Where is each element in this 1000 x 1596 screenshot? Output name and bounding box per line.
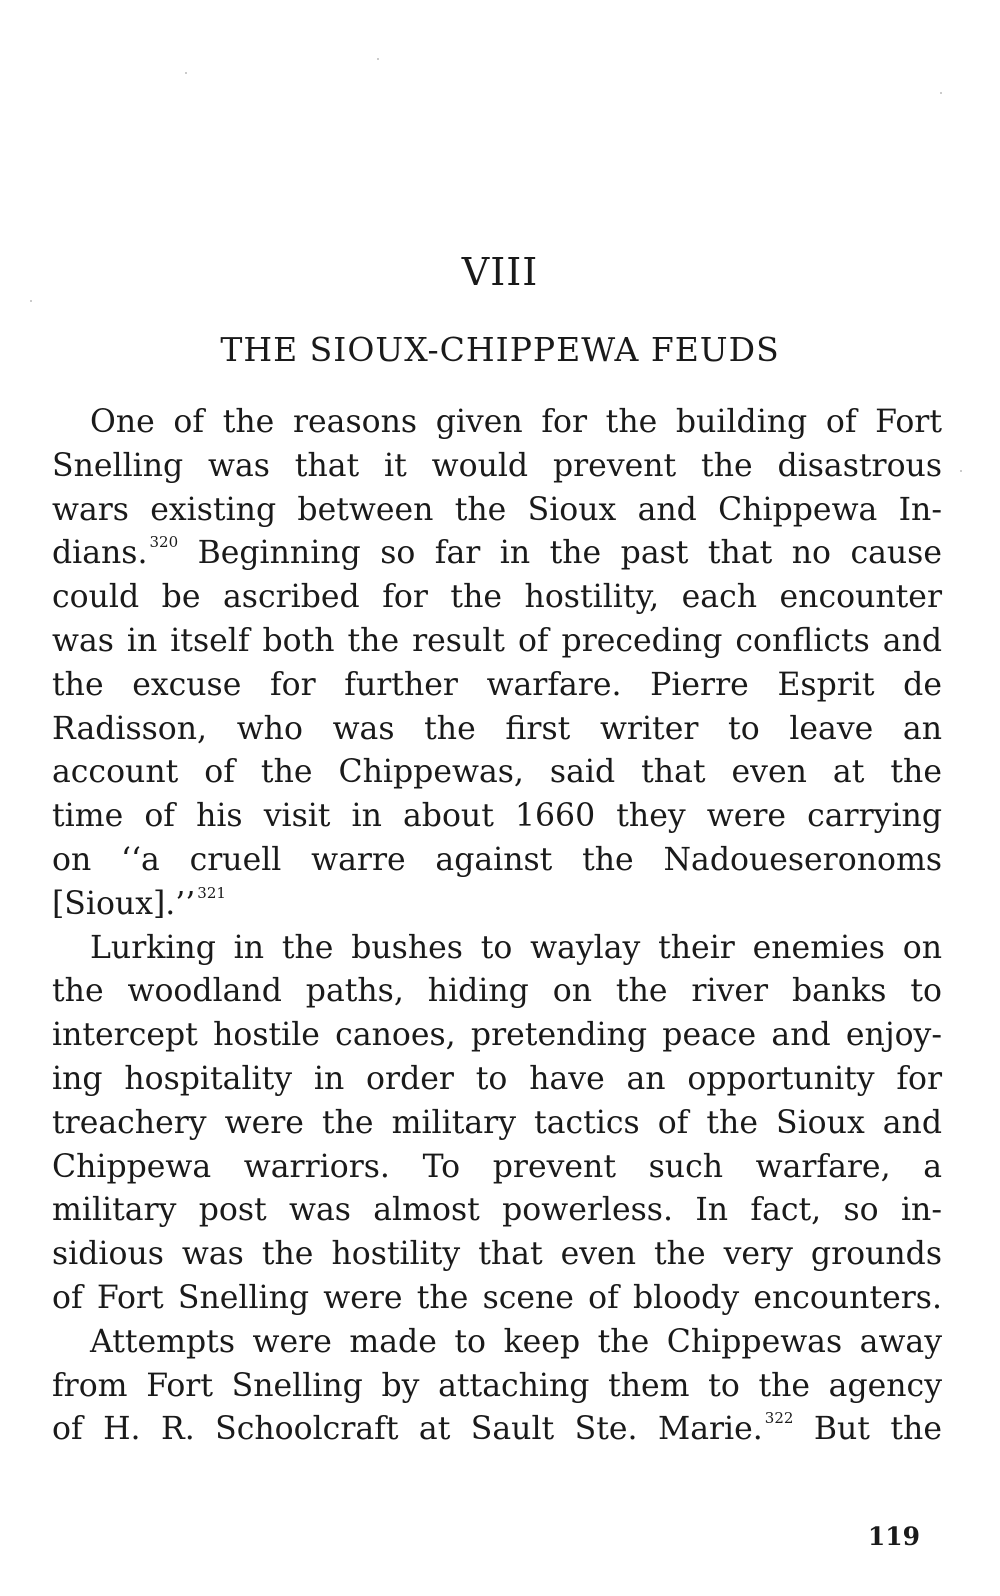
footnote-ref: 322: [764, 1409, 794, 1428]
scan-speck: [940, 92, 942, 94]
text-line: from Fort Snelling by attaching them to the agency: [52, 1367, 942, 1404]
scan-speck: [185, 72, 187, 74]
text-line: Chippewa warriors. To prevent such warfare, a: [52, 1148, 942, 1185]
text-line: dians. $^{320}$ Beginning so far in the past that no cause: [52, 533, 942, 572]
text-line: Lurking in the bushes to waylay their enemies on: [90, 929, 942, 966]
text-line: military post was almost powerless. In fact, so in-: [52, 1192, 942, 1229]
text-line: ing hospitality in order to have an opportunity for: [52, 1060, 942, 1097]
page-number: 119: [867, 1522, 920, 1551]
text-line: One of the reasons given for the building of Fort: [90, 404, 942, 440]
text-line: [Sioux].’’ $^{321}$: [52, 883, 226, 922]
text-line: could be ascribed for the hostility, each encounter: [52, 579, 942, 616]
footnote-ref: 321: [197, 883, 226, 902]
chapter-number: VIII: [461, 250, 539, 294]
scan-speck: [30, 300, 32, 302]
chapter-title: THE SIOUX-CHIPPEWA FEUDS: [220, 330, 780, 369]
text-line: on ‘‘a cruell warre against the Nadoueseronoms: [52, 841, 942, 878]
scan-speck: [960, 470, 962, 472]
text-line: of H. R. Schoolcraft at Sault Ste. Marie. $^{322}$ But the: [52, 1409, 942, 1448]
text-line: was in itself both the result of preceding conflicts and: [52, 622, 942, 659]
text-line: the woodland paths, hiding on the river banks to: [52, 973, 942, 1010]
text-line: the excuse for further warfare. Pierre Esprit de: [52, 666, 942, 703]
text-line: treachery were the military tactics of the Sioux and: [52, 1104, 942, 1141]
text-line: time of his visit in about 1660 they were carrying: [52, 798, 942, 835]
text-line: Radisson, who was the first writer to leave an: [52, 710, 942, 747]
text-line: Attempts were made to keep the Chippewas away: [90, 1323, 942, 1360]
text-line: wars existing between the Sioux and Chippewa In-: [52, 491, 942, 528]
scan-speck: [377, 58, 379, 60]
text-line: Snelling was that it would prevent the disastrous: [52, 447, 942, 484]
text-line: account of the Chippewas, said that even at the: [52, 754, 942, 791]
body-text: [52, 401, 942, 1452]
text-line: of Fort Snelling were the scene of bloody encounters.: [52, 1279, 942, 1316]
text-line: intercept hostile canoes, pretending peace and enjoy-: [52, 1017, 942, 1054]
footnote-ref: 320: [149, 533, 179, 552]
text-line: sidious was the hostility that even the very grounds: [52, 1236, 942, 1273]
